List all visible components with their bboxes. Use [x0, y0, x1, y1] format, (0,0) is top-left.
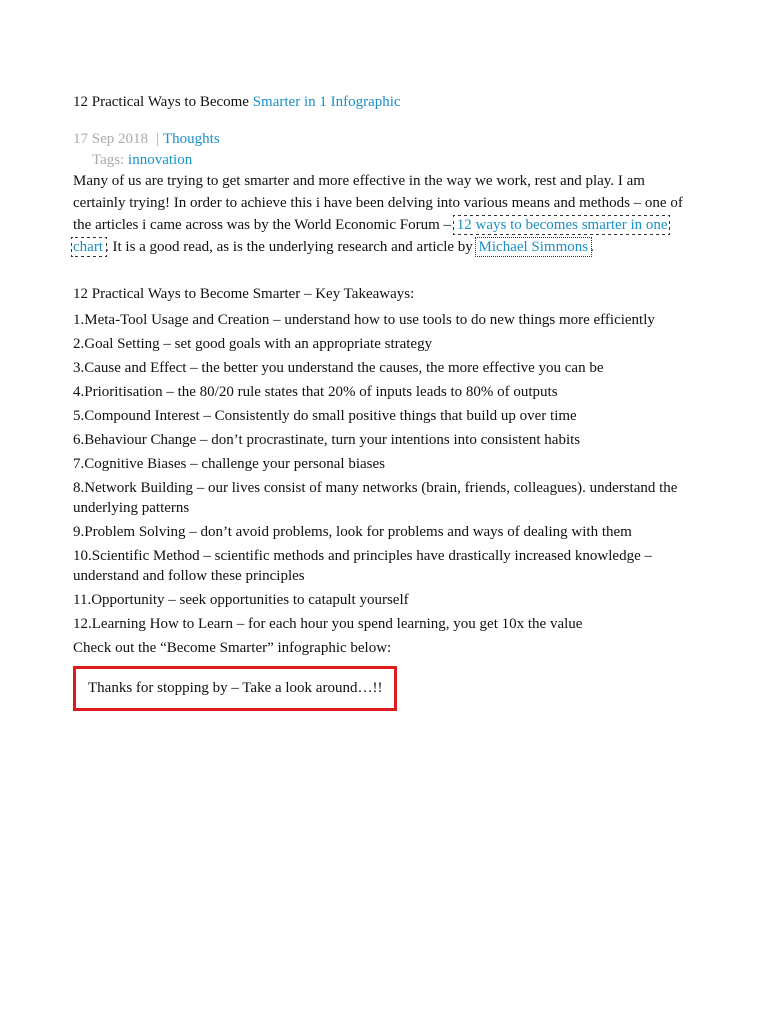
list-item: 2.Goal Setting – set good goals with an appropriate strategy — [73, 336, 433, 352]
page-title — [73, 92, 693, 112]
takeaways-list — [73, 310, 693, 634]
tag-link[interactable]: innovation — [128, 152, 193, 168]
wef-article-link[interactable]: 12 ways to becomes smarter in one chart — [73, 217, 668, 255]
list-item: 3.Cause and Effect – the better you understand the causes, the more effective you can be — [73, 360, 604, 376]
post-tags — [73, 150, 693, 170]
post-meta — [73, 129, 693, 149]
intro-text-1: Many of us are trying to get smarter and more effective in the way we work, rest and play. I am certainly trying! In order to achieve this i have been delving into various means and methods – one of the articles i came across was by the World Economic Forum – — [73, 173, 683, 233]
list-item: 10.Scientific Method – scientific methods and principles have drastically increased knowledge – understand and follow these principles — [73, 548, 652, 584]
list-item: 9.Problem Solving – don’t avoid problems, look for problems and ways of dealing with them — [73, 524, 632, 540]
list-item: 8.Network Building – our lives consist of many networks (brain, friends, colleagues). understand the underlying patterns — [73, 480, 678, 516]
list-item: 12.Learning How to Learn – for each hour you spend learning, you get 10x the value — [73, 616, 583, 632]
intro-text-2: . It is a good read, as is the underlying research and article by — [104, 239, 477, 255]
author-link[interactable]: Michael Simmons — [478, 239, 589, 255]
intro-text-3: . — [590, 239, 594, 255]
meta-separator: | — [156, 131, 160, 147]
list-item: 5.Compound Interest – Consistently do small positive things that build up over time — [73, 408, 577, 424]
checkout-text: Check out the “Become Smarter” infographic below: — [73, 640, 392, 656]
list-item: 1.Meta-Tool Usage and Creation – understand how to use tools to do new things more efficiently — [73, 312, 655, 328]
category-link[interactable]: Thoughts — [163, 131, 220, 147]
list-item: 6.Behaviour Change – don’t procrastinate, turn your intentions into consistent habits — [73, 432, 581, 448]
list-item: 11.Opportunity – seek opportunities to catapult yourself — [73, 592, 409, 608]
intro-paragraph — [73, 170, 693, 258]
list-item: 7.Cognitive Biases – challenge your personal biases — [73, 456, 386, 472]
post-date: 17 Sep 2018 — [73, 131, 148, 147]
title-link[interactable]: Smarter in 1 Infographic — [252, 94, 401, 110]
tags-label: Tags: — [92, 152, 125, 168]
thanks-callout: Thanks for stopping by – Take a look around…!! — [73, 666, 397, 711]
article — [73, 92, 693, 711]
title-text: 12 Practical Ways to Become — [73, 94, 253, 110]
takeaways-heading: 12 Practical Ways to Become Smarter – Key Takeaways: — [73, 286, 415, 302]
list-item: 4.Prioritisation – the 80/20 rule states that 20% of inputs leads to 80% of outputs — [73, 384, 558, 400]
